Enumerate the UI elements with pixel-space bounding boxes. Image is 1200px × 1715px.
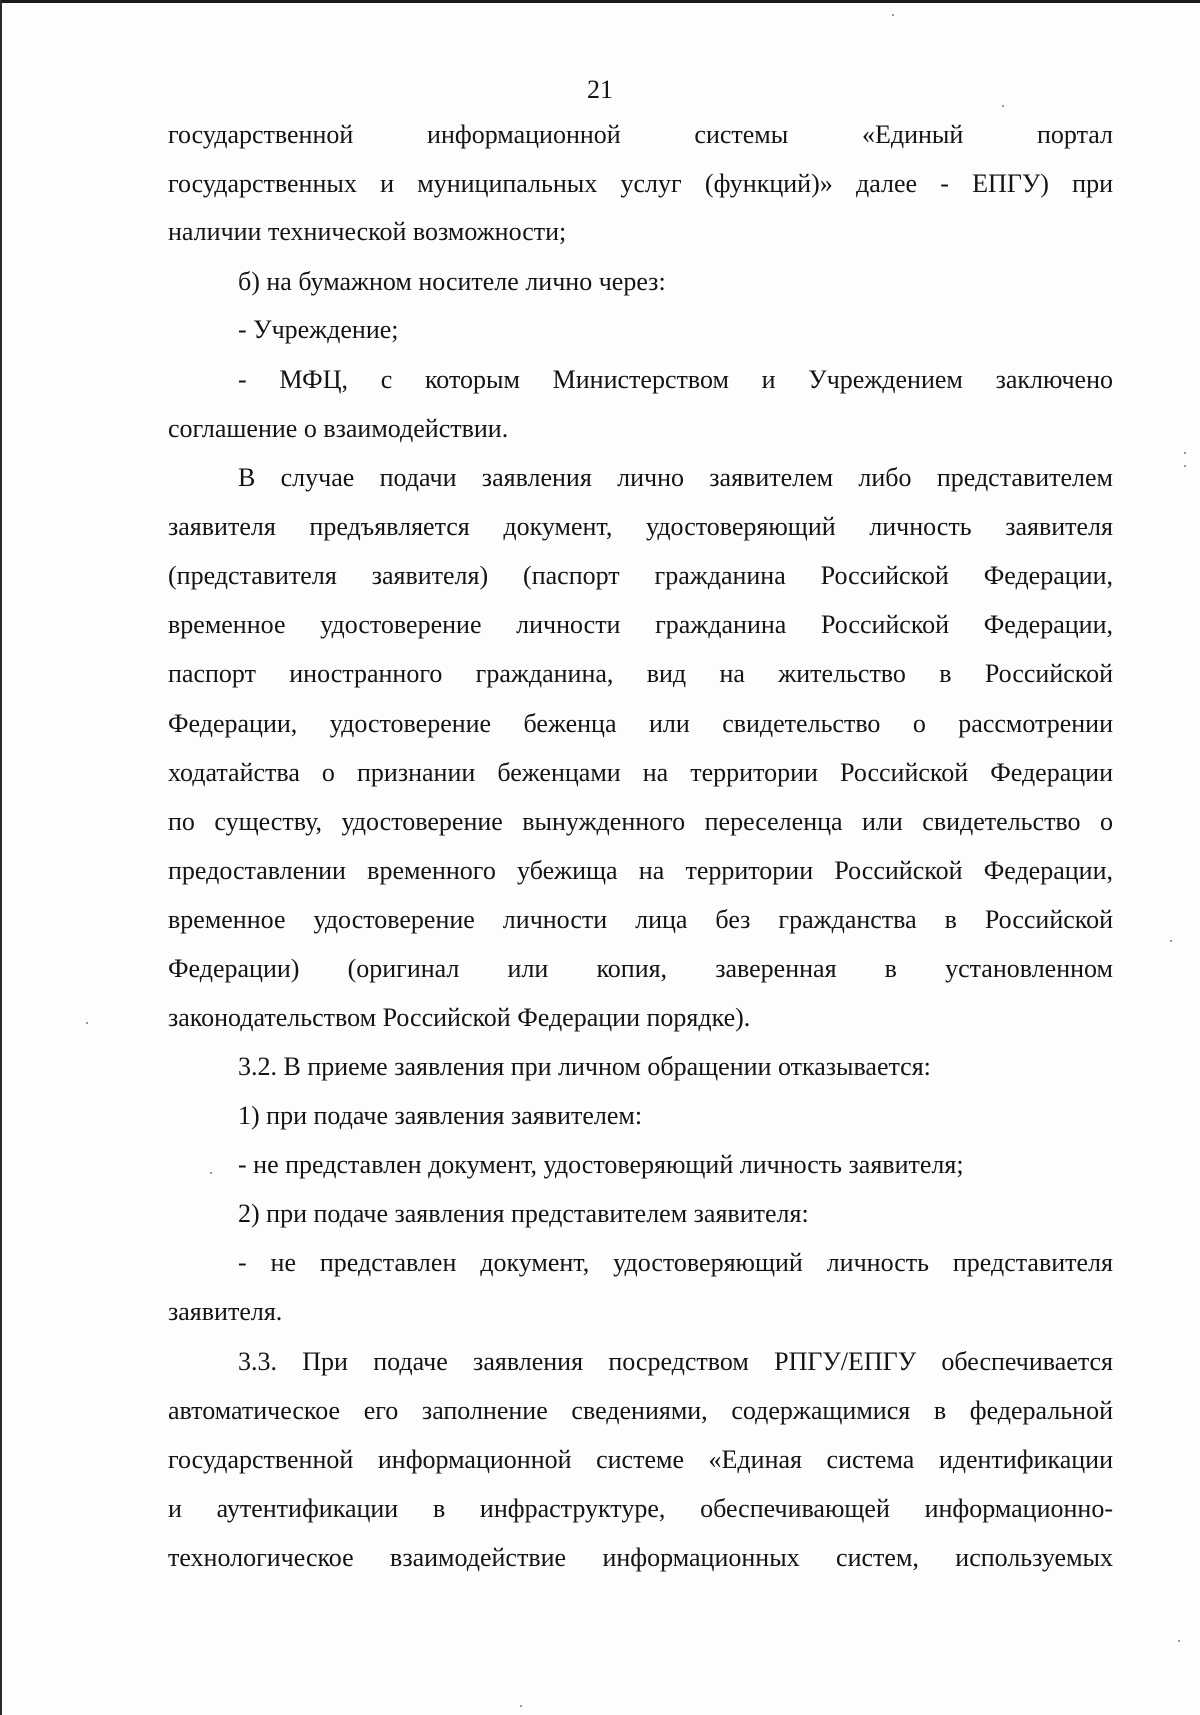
text-line: - не представлен документ, удостоверяющий личность заявителя; <box>238 1150 964 1179</box>
text-line: - не представлен документ, удостоверяющий личность представителя <box>238 1248 1113 1277</box>
text-line: 2) при подаче заявления представителем заявителя: <box>238 1199 809 1228</box>
text-line: - МФЦ, с которым Министерством и Учреждением заключено <box>238 365 1113 394</box>
text-line: временное удостоверение личности гражданина Российской Федерации, <box>168 610 1113 639</box>
scan-speck <box>520 1705 522 1707</box>
scan-speck <box>892 14 894 16</box>
text-line: - Учреждение; <box>238 315 399 344</box>
scan-left-edge <box>0 0 2 1715</box>
text-line: предоставлении временного убежища на территории Российской Федерации, <box>168 856 1113 885</box>
text-line: 3.2. В приеме заявления при личном обращении отказывается: <box>238 1052 931 1081</box>
text-line: паспорт иностранного гражданина, вид на жительство в Российской <box>168 659 1113 688</box>
scan-speck <box>1170 940 1172 942</box>
text-line: 3.3. При подаче заявления посредством РПГУ/ЕПГУ обеспечивается <box>238 1347 1113 1376</box>
text-line: технологическое взаимодействие информационных систем, используемых <box>168 1543 1113 1572</box>
text-line: государственных и муниципальных услуг (функций)» далее - ЕПГУ) при <box>168 169 1113 198</box>
text-line: В случае подачи заявления лично заявителем либо представителем <box>238 463 1113 492</box>
text-line: законодательством Российской Федерации порядке). <box>168 1003 751 1032</box>
scan-speck <box>1002 105 1004 107</box>
text-line: (представителя заявителя) (паспорт гражданина Российской Федерации, <box>168 561 1113 590</box>
text-line: заявителя. <box>168 1297 283 1326</box>
text-line: государственной информационной системы «Единый портал <box>168 120 1113 149</box>
text-line: заявителя предъявляется документ, удостоверяющий личность заявителя <box>168 512 1113 541</box>
text-line: наличии технической возможности; <box>168 217 567 246</box>
text-line: автоматическое его заполнение сведениями, содержащимися в федеральной <box>168 1396 1113 1425</box>
page-number: 21 <box>587 75 613 104</box>
text-line: б) на бумажном носителе лично через: <box>238 267 666 296</box>
text-line: Федерации) (оригинал или копия, заверенная в установленном <box>168 954 1113 983</box>
text-line: 1) при подаче заявления заявителем: <box>238 1101 643 1130</box>
text-line: временное удостоверение личности лица без гражданства в Российской <box>168 905 1113 934</box>
text-line: государственной информационной системе «Единая система идентификации <box>168 1445 1113 1474</box>
scan-speck <box>86 1022 88 1024</box>
text-line: по существу, удостоверение вынужденного переселенца или свидетельство о <box>168 807 1113 836</box>
text-line: ходатайства о признании беженцами на территории Российской Федерации <box>168 758 1113 787</box>
scan-top-edge <box>0 0 1200 3</box>
text-line: и аутентификации в инфраструктуре, обеспечивающей информационно- <box>168 1494 1113 1523</box>
scan-speck <box>1184 452 1186 454</box>
scan-speck <box>1184 465 1186 467</box>
text-line: соглашение о взаимодействии. <box>168 414 509 443</box>
text-line: Федерации, удостоверение беженца или свидетельство о рассмотрении <box>168 709 1113 738</box>
scan-speck <box>1178 1640 1180 1642</box>
scan-speck <box>210 1172 212 1174</box>
